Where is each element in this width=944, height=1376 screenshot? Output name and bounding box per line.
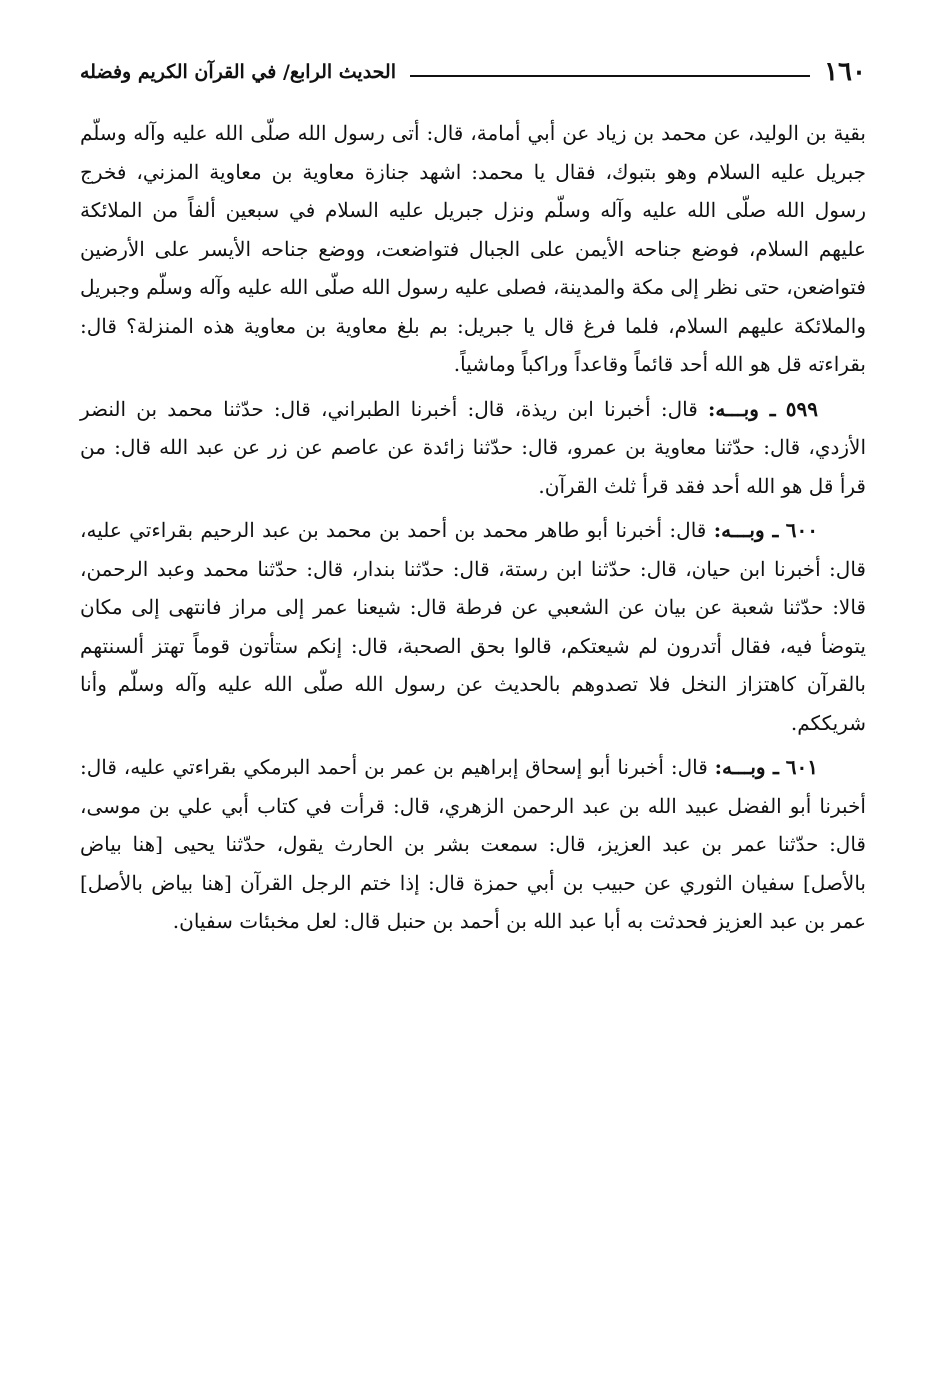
paragraph-text: قال: أخبرنا أبو إسحاق إبراهيم بن عمر بن أحمد البرمكي بقراءتي عليه، قال: أخبرنا أبو الفضل عبيد الله بن عبد الرحمن الزهري، قال: قرأت في كتاب أبي علي بن موسى، قال: حدّثنا عمر بن عبد العزيز، قال: سمعت بشر بن الحارث يقول، حدّثنا يحيى [هنا بياض بالأصل] سفيان الثوري عن حبيب بن أبي حمزة قال: إذا ختم الرجل القرآن [هنا بياض بالأصل] عمر بن عبد العزيز فحدثت به أبا عبد الله بن أحمد بن حنبل قال: لعل مخبئات سفيان. [80,755,866,933]
hadith-599 [80,390,866,506]
page-number: ١٦٠ [824,57,866,87]
hadith-number: ٦٠٠ [785,518,818,542]
running-title: الحديث الرابع/ في القرآن الكريم وفضله [80,61,396,83]
paragraph-continuation [80,114,866,384]
hadith-lead: ـ وبـــه: [713,518,779,542]
header-rule [410,75,810,77]
body-text [80,114,866,941]
paragraph-text: بقية بن الوليد، عن محمد بن زياد عن أبي أمامة، قال: أتى رسول الله صلّى الله عليه وآله وسلّم جبريل عليه السلام وهو بتبوك، فقال يا محمد: اشهد جنازة معاوية بن معاوية المزني، فخرج رسول الله صلّى الله عليه وآله وسلّم ونزل جبريل عليه السلام في سبعين ألفاً من الملائكة عليهم السلام، فوضع جناحه الأيمن على الجبال فتواضعت، ووضع جناحه الأيسر على الأرضين فتواضعن، حتى نظر إلى مكة والمدينة، فصلى عليه رسول الله صلّى الله عليه وآله وسلّم وجبريل والملائكة عليهم السلام، فلما فرغ قال يا جبريل: بم بلغ معاوية بن معاوية هذه المنزلة؟ قال: بقراءته قل هو الله أحد قائماً وقاعداً وراكباً وماشياً. [80,121,866,376]
hadith-600 [80,511,866,742]
hadith-lead: ـ وبـــه: [707,396,776,421]
page-header [80,52,866,92]
book-page [80,52,866,947]
hadith-number: ٦٠١ [785,755,818,779]
hadith-number: ٥٩٩ [785,396,818,421]
paragraph-text: قال: أخبرنا أبو طاهر محمد بن أحمد بن محمد بن عبد الرحيم بقراءتي عليه، قال: أخبرنا ابن حيان، قال: حدّثنا ابن رستة، قال: حدّثنا بندار، قال: حدّثنا محمد وعبد الرحمن، قالا: حدّثنا شعبة عن بيان عن الشعبي عن فرطة قال: شيعنا عمر إلى مراز فانتهى إلى مكان يتوضأ فيه، فقال أتدرون لم شيعتكم، قالوا بحق الصحبة، قال: إنكم ستأتون قوماً تهتز ألسنتهم بالقرآن كاهتزاز النخل فلا تصدوهم بالحديث عن رسول الله صلّى الله عليه وآله وسلّم وأنا شريككم. [80,518,866,735]
hadith-lead: ـ وبـــه: [714,755,779,779]
paragraph-text: قال: أخبرنا ابن ريذة، قال: أخبرنا الطبراني، قال: حدّثنا محمد بن النضر الأزدي، قال: حدّثنا معاوية بن عمرو، قال: حدّثنا زائدة عن عاصم عن زر عن عبد الله قال: من قرأ قل هو الله أحد فقد قرأ ثلث القرآن. [80,396,866,498]
hadith-601 [80,748,866,941]
